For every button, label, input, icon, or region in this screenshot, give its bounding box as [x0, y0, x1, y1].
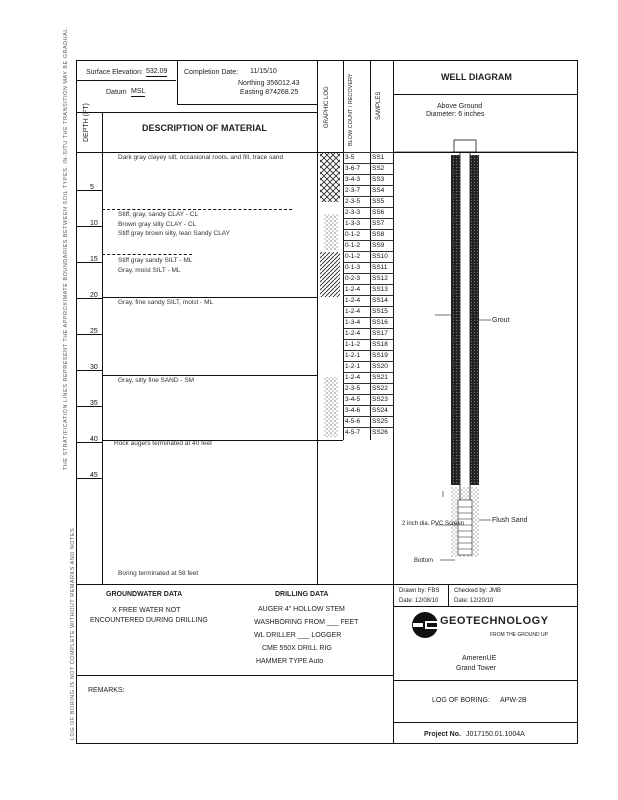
sample-row: [343, 317, 393, 328]
surface-elevation-label: Surface Elevation:: [86, 69, 143, 76]
checked-by: Checked by: JMB: [454, 588, 502, 594]
sample-row: [343, 251, 393, 262]
sample-row: [343, 306, 393, 317]
groundwater-title: GROUNDWATER DATA: [106, 591, 183, 598]
sample-id: SS18: [372, 341, 388, 348]
depth-label: 25: [90, 328, 98, 335]
sample-id: SS13: [372, 286, 388, 293]
layer-description: Stiff, gray, sandy CLAY - CL: [118, 211, 199, 218]
blow-count: 2-3-5: [345, 198, 361, 205]
layer-description: Gray, silty fine SAND - SM: [118, 377, 195, 384]
blow-count: 1-3-3: [345, 220, 361, 227]
graphic-log-header: GRAPHIC LOG: [324, 86, 330, 128]
bottom-label: Bottom: [414, 558, 434, 564]
blow-count: 0-1-2: [345, 242, 361, 249]
sample-id: SS20: [372, 363, 388, 370]
drilling-line2: WASHBORING FROM ___ FEET: [254, 619, 359, 626]
blow-count: 0-1-3: [345, 264, 361, 271]
sample-id: SS2: [372, 165, 385, 172]
sample-id: SS24: [372, 407, 388, 414]
blow-count: 3-4-5: [345, 396, 361, 403]
blow-count: 2-3-5: [345, 385, 361, 392]
blow-count: 3-4-6: [345, 407, 361, 414]
sample-row: [343, 152, 393, 163]
remarks-label: REMARKS:: [88, 687, 125, 694]
site-name: Grand Tower: [456, 665, 496, 672]
surface-elevation-value: 532.09: [146, 68, 168, 75]
drawn-by: Drawn by: FBS: [399, 588, 440, 594]
sample-id: SS14: [372, 297, 388, 304]
sample-row: [343, 174, 393, 185]
drawn-date: Date: 12/08/10: [399, 598, 439, 604]
sample-row: [343, 185, 393, 196]
blow-count: 1-2-4: [345, 297, 361, 304]
blow-count: 1-3-4: [345, 319, 361, 326]
sample-id: SS3: [372, 176, 385, 183]
sample-id: SS22: [372, 385, 388, 392]
sample-id: SS17: [372, 330, 388, 337]
sample-id: SS8: [372, 231, 385, 238]
blow-count: 3-5: [345, 154, 355, 161]
blow-count: 1-2-1: [345, 363, 361, 370]
datum-label: Datum: [106, 89, 127, 96]
sample-id: SS11: [372, 264, 388, 271]
blow-count: 4-5-7: [345, 429, 361, 436]
depth-label: 15: [90, 256, 98, 263]
layer-description: Rock augers terminated at 40 feet: [114, 440, 212, 447]
sample-id: SS7: [372, 220, 385, 227]
client-name: AmerenUE: [462, 655, 497, 662]
layer-description: Boring terminated at 58 feet: [118, 570, 199, 577]
northing: Northing 356012.43: [238, 80, 300, 87]
sample-id: SS10: [372, 253, 388, 260]
blow-count: 0-1-2: [345, 253, 361, 260]
sample-row: [343, 383, 393, 394]
completion-date-label: Completion Date:: [184, 69, 239, 76]
company-name: GEOTECHNOLOGY: [440, 615, 549, 627]
sample-row: [343, 350, 393, 361]
blow-count: 2-3-3: [345, 209, 361, 216]
groundwater-line1: X FREE WATER NOT: [112, 607, 181, 614]
easting: Easting 874268.25: [240, 89, 299, 96]
sample-id: SS9: [372, 242, 385, 249]
sample-id: SS21: [372, 374, 388, 381]
sample-row: [343, 416, 393, 427]
blow-count: 1-1-2: [345, 341, 361, 348]
sample-row: [343, 284, 393, 295]
datum-value: MSL: [131, 88, 146, 95]
log-of-boring-label: LOG OF BORING:: [432, 697, 490, 704]
sample-row: [343, 262, 393, 273]
depth-label: 45: [90, 472, 98, 479]
sample-row: [343, 207, 393, 218]
depth-label: 10: [90, 220, 98, 227]
sample-row: [343, 328, 393, 339]
depth-label: 30: [90, 364, 98, 371]
screen-label: 2 inch dia. PVC Screen: [402, 521, 465, 527]
sample-row: [343, 218, 393, 229]
depth-column-header: DEPTH (FT): [83, 103, 90, 142]
layer-description: Gray, fine sandy SILT, moist - ML: [118, 299, 214, 306]
blow-count: 2-3-7: [345, 187, 361, 194]
sample-id: SS19: [372, 352, 388, 359]
grout-label: Grout: [492, 317, 510, 324]
blow-count: 1-2-1: [345, 352, 361, 359]
sample-row: [343, 196, 393, 207]
blow-count: 3-6-7: [345, 165, 361, 172]
side-stamp-1: THE STRATIFICATION LINES REPRESENT THE APPROXIMATE BOUNDARIES BETWEEN SOIL TYPES. IN-SITU THE TRANSITION MAY BE GRADUAL.: [63, 26, 69, 470]
graphic-log: [318, 152, 343, 440]
sample-row: [343, 361, 393, 372]
blow-count: 0-2-3: [345, 275, 361, 282]
layer-description: Dark gray clayey silt, occasional roots, and fill, trace sand: [118, 154, 284, 161]
drilling-line5: HAMMER TYPE Auto: [256, 658, 324, 665]
sample-row: [343, 240, 393, 251]
depth-label: 20: [90, 292, 98, 299]
layer-description: Stiff gray sandy SILT - ML: [118, 257, 193, 264]
blow-count: 3-4-3: [345, 176, 361, 183]
company-tagline: FROM THE GROUND UP: [490, 632, 548, 638]
above-ground-label: Above Ground: [437, 103, 483, 110]
groundwater-line2: ENCOUNTERED DURING DRILLING: [90, 617, 208, 624]
depth-label: 40: [90, 436, 98, 443]
sample-id: SS16: [372, 319, 388, 326]
sample-row: [343, 372, 393, 383]
blow-count-header: BLOW COUNT / RECOVERY: [348, 73, 354, 146]
well-diagram-title: WELL DIAGRAM: [441, 72, 512, 82]
well-diagram: [395, 115, 575, 575]
side-stamp-2: LOG OF BORING IS NOT COMPLETE WITHOUT REMARKS AND NOTES: [70, 527, 76, 740]
sample-id: SS6: [372, 209, 385, 216]
geotechnology-logo-icon: [410, 610, 440, 640]
sample-row: [343, 394, 393, 405]
description-title: DESCRIPTION OF MATERIAL: [142, 123, 267, 133]
sample-id: SS15: [372, 308, 388, 315]
drilling-line4: CME 550X DRILL RIG: [262, 645, 332, 652]
diameter-label: Diameter: 6 inches: [426, 111, 485, 118]
sample-id: SS23: [372, 396, 388, 403]
sample-row: [343, 427, 393, 438]
sample-row: [343, 163, 393, 174]
sample-id: SS1: [372, 154, 385, 161]
depth-label: 35: [90, 400, 98, 407]
layer-description: Brown gray silty CLAY - CL: [118, 221, 197, 228]
flush-sand-label: Flush Sand: [492, 517, 528, 524]
drilling-line1: AUGER 4" HOLLOW STEM: [258, 606, 345, 613]
sample-row: [343, 273, 393, 284]
layer-description: Stiff gray brown silty, lean Sandy CLAY: [118, 230, 230, 237]
drilling-title: DRILLING DATA: [275, 591, 329, 598]
sample-id: SS12: [372, 275, 388, 282]
drilling-line3: WL DRILLER ___ LOGGER: [254, 632, 342, 639]
blow-count: 1-2-4: [345, 308, 361, 315]
blow-count: 1-2-4: [345, 374, 361, 381]
sample-id: SS26: [372, 429, 388, 436]
blow-count: 1-2-4: [345, 330, 361, 337]
layer-description: Gray, moist SILT - ML: [118, 267, 181, 274]
completion-date-value: 11/15/10: [250, 68, 277, 75]
samples-header: SAMPLES: [376, 91, 382, 120]
sample-row: [343, 339, 393, 350]
checked-date: Date: 12/20/10: [454, 598, 494, 604]
sample-id: SS4: [372, 187, 385, 194]
sample-row: [343, 229, 393, 240]
blow-count: 4-5-6: [345, 418, 361, 425]
sample-id: SS25: [372, 418, 388, 425]
sample-row: [343, 405, 393, 416]
sample-row: [343, 295, 393, 306]
sample-id: SS5: [372, 198, 385, 205]
project-number-label: Project No.: [424, 731, 461, 738]
project-number-value: J017150.01.1004A: [466, 731, 525, 738]
log-of-boring-value: APW-2B: [500, 697, 527, 704]
blow-count: 1-2-4: [345, 286, 361, 293]
blow-count: 0-1-2: [345, 231, 361, 238]
depth-label: 5: [90, 184, 94, 191]
